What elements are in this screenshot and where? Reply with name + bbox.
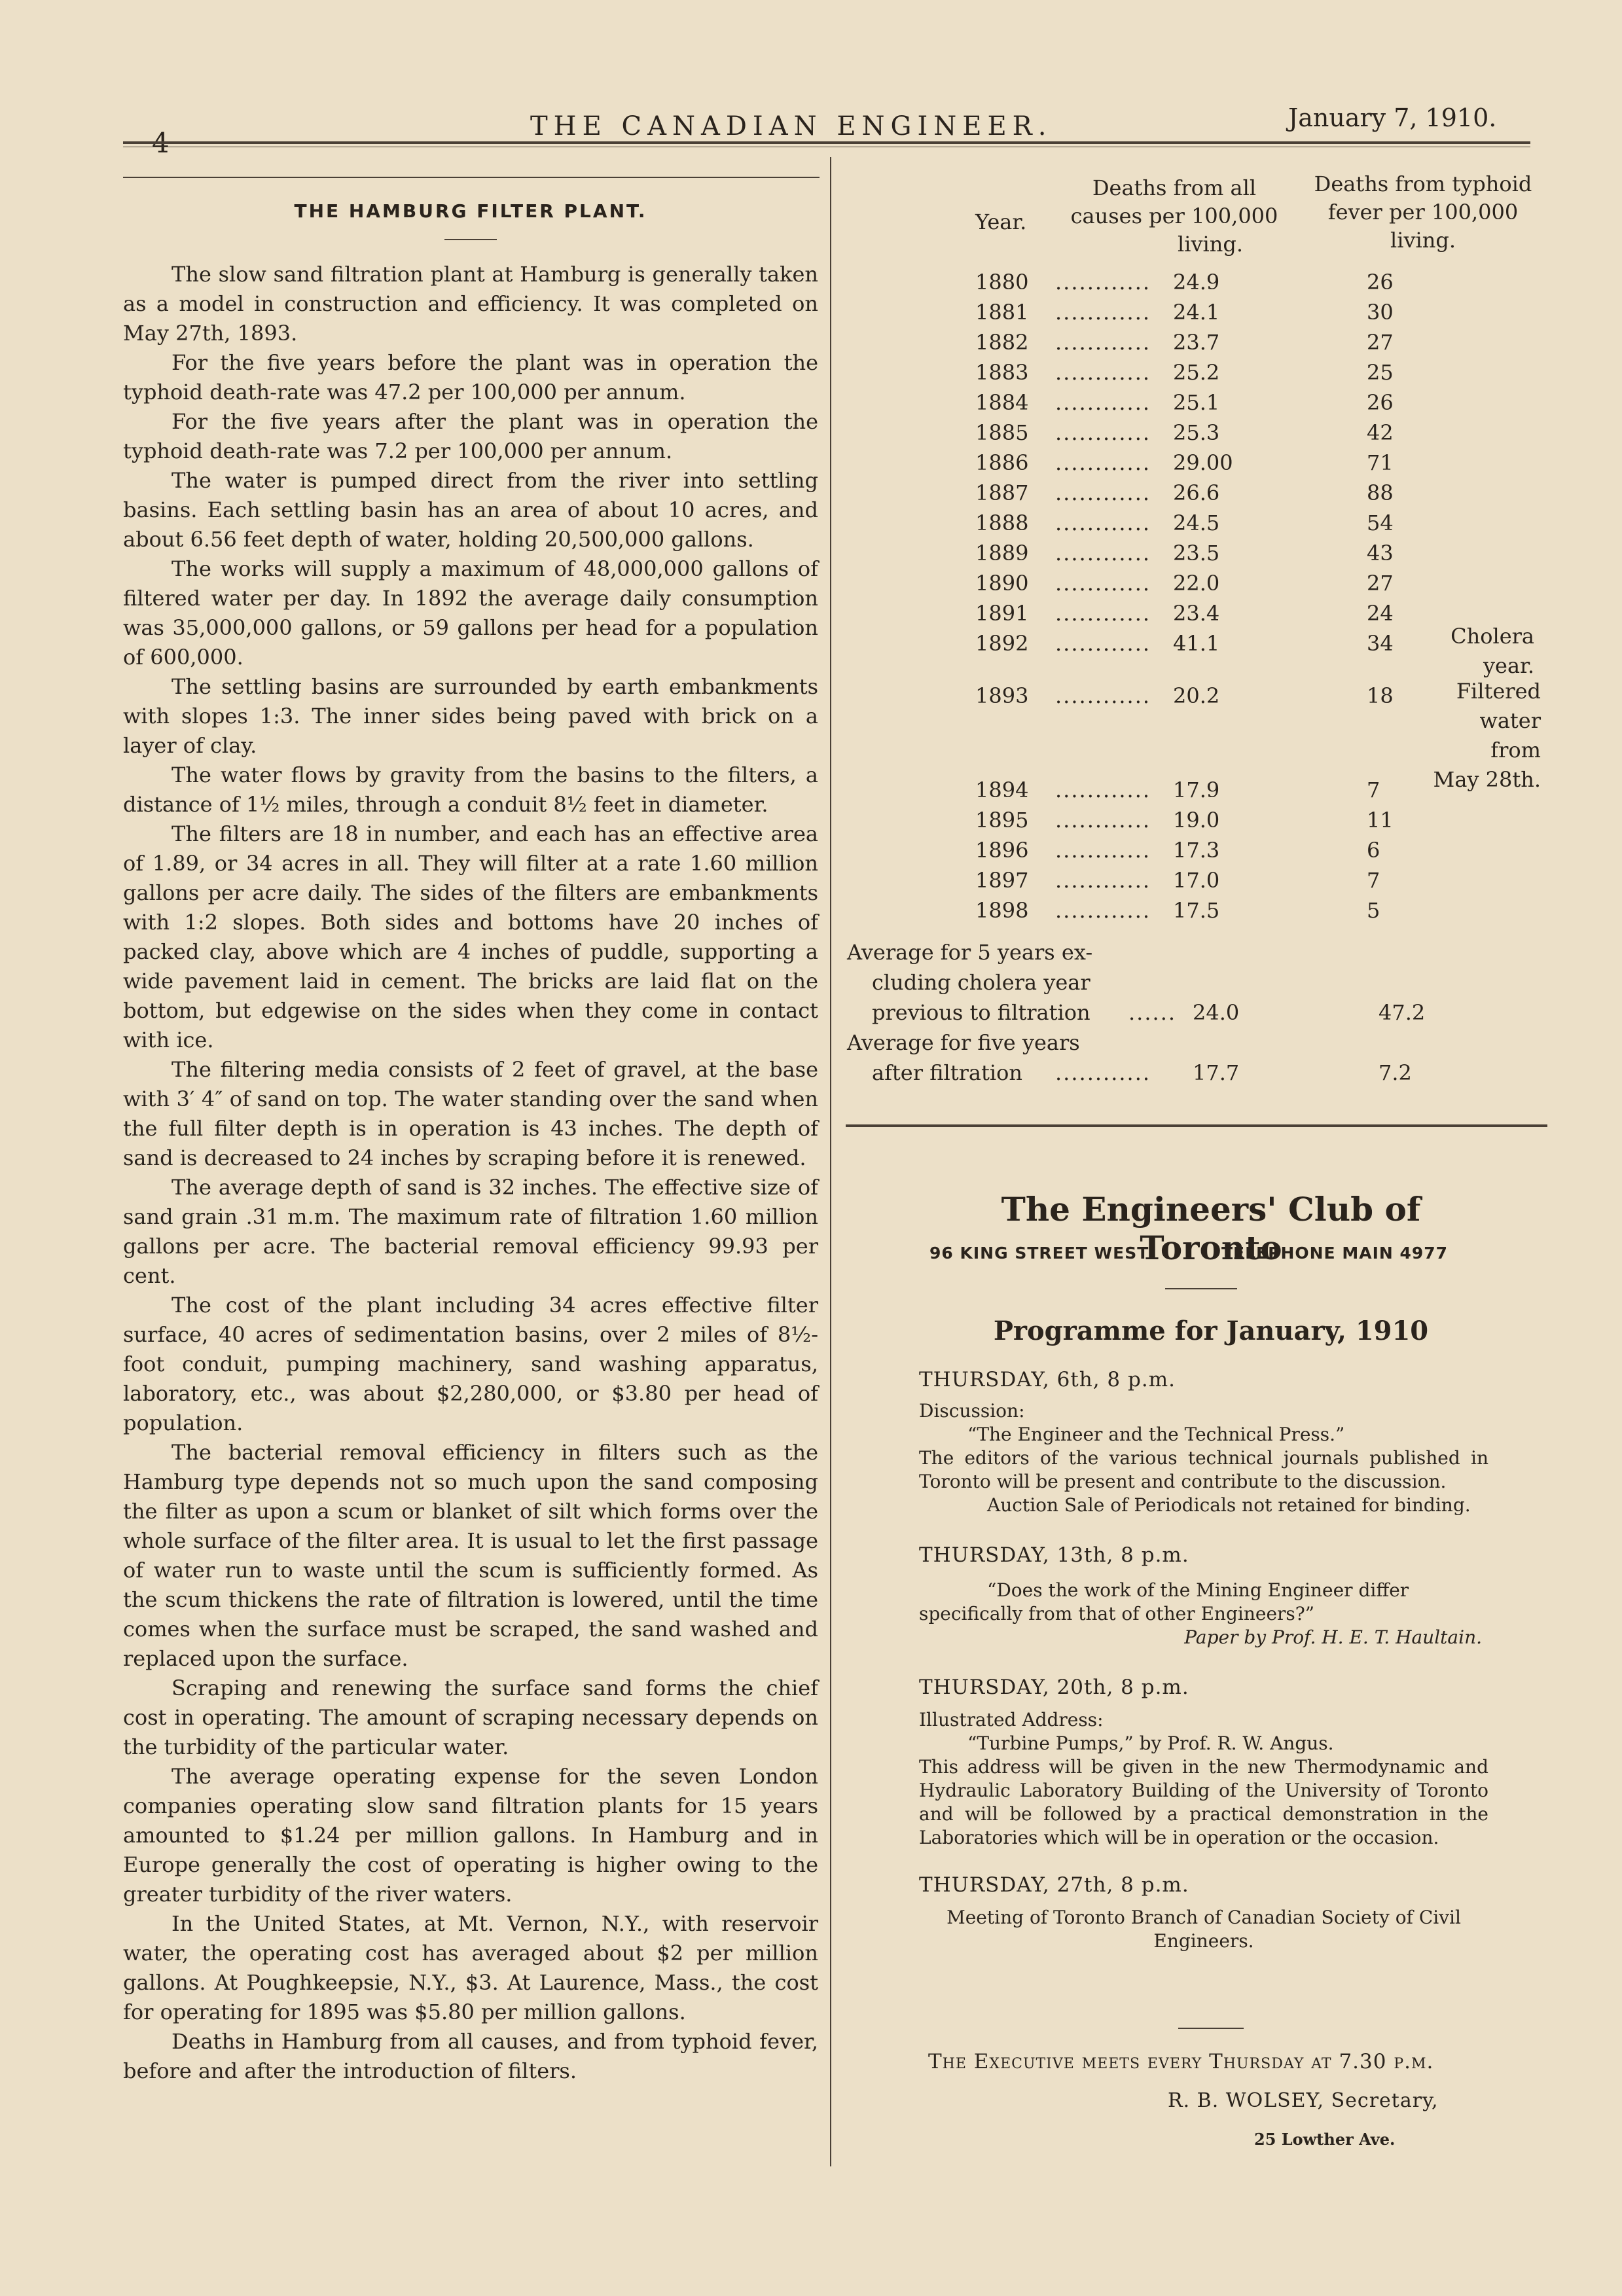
article-paragraph: For the five years before the plant was in operation the typhoid death-rate was 47.2 per 100,000 per annum.	[123, 350, 818, 404]
row-year: 1886	[975, 450, 1029, 475]
article-paragraph: For the five years after the plant was in operation the typhoid death-rate was 7.2 per 100,000 per annum.	[123, 409, 818, 463]
row-year: 1887	[975, 480, 1029, 505]
row-typhoid: 27	[1367, 571, 1394, 596]
row-year: 1888	[975, 511, 1029, 535]
row-typhoid: 24	[1367, 601, 1394, 626]
table-row	[847, 868, 1542, 898]
row-typhoid: 6	[1367, 838, 1380, 863]
row-typhoid: 34	[1367, 631, 1394, 656]
note-filtered: Filtered water from May 28th.	[1433, 679, 1541, 792]
article-paragraph: Scraping and renewing the surface sand forms the chief cost in operating. The amount of scraping necessary depends on the turbidity of the particular water.	[123, 1676, 818, 1759]
running-title: THE CANADIAN ENGINEER.	[530, 111, 1053, 141]
table-row	[847, 300, 1542, 330]
row-all-causes: 24.9	[1173, 270, 1220, 295]
row-all-causes: 17.3	[1173, 838, 1220, 863]
table-row	[847, 541, 1542, 571]
column-divider	[830, 157, 831, 2166]
executive-rule	[1178, 2028, 1244, 2029]
article-paragraph: The bacterial removal efficiency in filters such as the Hamburg type depends not so much upon the sand composing the filter as upon a scum or blanket of silt which forms over the whole surface of the filter area. It is usual to let the first passage of water run to waste until the scum is sufficiently formed. As the scum thickens the rate of filtration is lowered, until the time comes when the surface must be scraped, the sand washed and replaced upon the surface.	[123, 1440, 818, 1671]
table-row	[847, 330, 1542, 360]
row-leader-dots: ............	[1055, 390, 1151, 415]
row-year: 1895	[975, 808, 1029, 833]
row-leader-dots: ............	[1055, 270, 1151, 295]
row-leader-dots: ............	[1055, 631, 1151, 656]
row-typhoid: 25	[1367, 360, 1394, 385]
event-jan-20: THURSDAY, 20th, 8 p.m. Illustrated Address: “Turbine Pumps,” by Prof. R. W. Angus. This address will be given in the new Thermodynamic and Hydraulic Laboratory Building of the University of Toronto and will be followed by a practical demonstration in the Laboratories which will be in operation or the occasion.	[919, 1676, 1488, 1848]
row-all-causes: 29.00	[1173, 450, 1233, 475]
club-title: The Engineers' Club of Toronto	[1001, 1190, 1421, 1267]
table-row	[847, 480, 1542, 511]
row-year: 1880	[975, 270, 1029, 295]
row-all-causes: 24.5	[1173, 511, 1220, 535]
row-leader-dots: ............	[1055, 330, 1151, 355]
col-header-year: Year.	[975, 209, 1027, 234]
table-row	[847, 898, 1542, 928]
row-typhoid: 54	[1367, 511, 1394, 535]
row-typhoid: 43	[1367, 541, 1394, 565]
programme-events	[919, 1368, 1488, 1953]
average-before-filtration: Average for 5 years ex- cluding cholera year previous to filtration ...... 24.0 47.2	[847, 937, 1567, 1028]
avg-before-all: 24.0	[1193, 1000, 1240, 1025]
row-all-causes: 17.5	[1173, 898, 1220, 923]
row-typhoid: 71	[1367, 450, 1394, 475]
table-row	[847, 838, 1542, 868]
article-paragraph: The works will supply a maximum of 48,000,000 gallons of filtered water per day. In 1892 the average daily consumption was 35,000,000 gallons, or 59 gallons per head for a population of 600,000.	[123, 556, 818, 670]
table-row	[847, 511, 1542, 541]
avg-after-all: 17.7	[1193, 1060, 1240, 1085]
row-leader-dots: ............	[1055, 838, 1151, 863]
header-rule	[123, 141, 1530, 144]
row-typhoid: 7	[1367, 778, 1380, 802]
row-all-causes: 22.0	[1173, 571, 1220, 596]
article-paragraph: The filters are 18 in number, and each has an effective area of 1.89, or 34 acres in all. They will filter at a rate 1.60 million gallons per acre daily. The sides of the filters are embankments with 1:2 slopes. Both sides and bottoms have 20 inches of packed clay, above which are 4 inches of puddle, supporting a wide pavement laid in cement. The bricks are laid flat on the bottom, but edgewise on the sides when they come in contact with ice.	[123, 821, 818, 1052]
row-leader-dots: ............	[1055, 868, 1151, 893]
article-paragraph: Deaths in Hamburg from all causes, and from typhoid fever, before and after the introduction of filters.	[123, 2029, 818, 2083]
note-cholera-year: Cholera year.	[1451, 624, 1534, 678]
row-typhoid: 18	[1367, 683, 1394, 708]
row-year: 1892	[975, 631, 1029, 656]
row-typhoid: 27	[1367, 330, 1394, 355]
left-column-top-rule	[123, 177, 820, 178]
event-jan-6: THURSDAY, 6th, 8 p.m. Discussion: “The Engineer and the Technical Press.” The editors of the various technical journals published in Toronto will be present and contribute to the discussion. Auction Sale of Periodicals not retained for binding.	[919, 1368, 1488, 1516]
row-leader-dots: ............	[1055, 480, 1151, 505]
col-header-typhoid: Deaths from typhoid fever per 100,000 living.	[1314, 171, 1532, 253]
col-header-all-causes: Deaths from all causes per 100,000 living.	[1070, 175, 1278, 257]
table-row	[847, 450, 1542, 480]
row-typhoid: 26	[1367, 390, 1394, 415]
article-paragraph: The filtering media consists of 2 feet of gravel, at the base with 3′ 4″ of sand on top. The water standing over the sand when the full filter depth is in operation is 43 inches. The depth of sand is decreased to 24 inches by scraping before it is renewed.	[123, 1057, 818, 1170]
article-paragraph: The settling basins are surrounded by earth embankments with slopes 1:3. The inner sides being paved with brick on a layer of clay.	[123, 674, 818, 758]
row-all-causes: 23.7	[1173, 330, 1220, 355]
table-row	[847, 808, 1542, 838]
row-year: 1889	[975, 541, 1029, 565]
row-all-causes: 24.1	[1173, 300, 1220, 325]
row-typhoid: 30	[1367, 300, 1394, 325]
secretary: R. B. WOLSEY, Secretary,	[1168, 2089, 1439, 2112]
executive-notice: The Executive meets every Thursday at 7.30 p.m.	[928, 2050, 1434, 2073]
row-all-causes: 17.9	[1173, 778, 1220, 802]
table-row	[847, 270, 1542, 300]
article-paragraph: In the United States, at Mt. Vernon, N.Y., with reservoir water, the operating cost has averaged about $2 per million gallons. At Poughkeepsie, N.Y., $3. At Laurence, Mass., the cost for operating for 1895 was $5.80 per million gallons.	[123, 1911, 818, 2024]
issue-date: January 7, 1910.	[1288, 103, 1497, 132]
article-paragraph: The water is pumped direct from the river into settling basins. Each settling basin has an area of about 10 acres, and about 6.56 feet depth of water, holding 20,500,000 gallons.	[123, 468, 818, 552]
table-row	[847, 390, 1542, 420]
row-year: 1890	[975, 571, 1029, 596]
section-rule	[846, 1124, 1547, 1127]
club-rule	[1165, 1288, 1237, 1289]
event-jan-13: THURSDAY, 13th, 8 p.m. “Does the work of the Mining Engineer differ specifically from that of other Engineers?” Paper by Prof. H. E. T. Haultain.	[919, 1543, 1482, 1648]
row-typhoid: 7	[1367, 868, 1380, 893]
death-rate-table	[847, 171, 1542, 1101]
row-all-causes: 26.6	[1173, 480, 1220, 505]
row-leader-dots: ............	[1055, 683, 1151, 708]
row-all-causes: 41.1	[1173, 631, 1220, 656]
club-phone: TELEPHONE MAIN 4977	[1221, 1244, 1449, 1263]
average-after-filtration: Average for five years after filtration ............ 17.7 7.2	[847, 1028, 1567, 1088]
row-leader-dots: ............	[1055, 778, 1151, 802]
article-paragraph: The average depth of sand is 32 inches. The effective size of sand grain .31 m.m. The maximum rate of filtration 1.60 million gallons per acre. The bacterial removal efficiency 99.93 per cent.	[123, 1175, 818, 1288]
title-rule	[444, 239, 497, 240]
row-year: 1894	[975, 778, 1029, 802]
secretary-address: 25 Lowther Ave.	[1254, 2130, 1396, 2149]
row-all-causes: 23.4	[1173, 601, 1220, 626]
row-year: 1885	[975, 420, 1029, 445]
article-paragraph: The average operating expense for the seven London companies operating slow sand filtration plants for 15 years amounted to $1.24 per million gallons. In Hamburg and in Europe generally the cost of operating is higher owing to the greater turbidity of the river waters.	[123, 1764, 818, 1907]
row-year: 1883	[975, 360, 1029, 385]
article-paragraph: The water flows by gravity from the basins to the filters, a distance of 1½ miles, through a conduit 8½ feet in diameter.	[123, 762, 818, 817]
row-year: 1891	[975, 601, 1029, 626]
row-year: 1898	[975, 898, 1029, 923]
row-all-causes: 20.2	[1173, 683, 1220, 708]
row-typhoid: 26	[1367, 270, 1394, 295]
row-leader-dots: ............	[1055, 541, 1151, 565]
row-typhoid: 88	[1367, 480, 1394, 505]
row-leader-dots: ............	[1055, 450, 1151, 475]
article	[123, 196, 818, 2086]
row-leader-dots: ............	[1055, 360, 1151, 385]
row-all-causes: 25.1	[1173, 390, 1220, 415]
row-typhoid: 11	[1367, 808, 1394, 833]
row-all-causes: 23.5	[1173, 541, 1220, 565]
row-leader-dots: ............	[1055, 808, 1151, 833]
row-typhoid: 42	[1367, 420, 1394, 445]
row-leader-dots: ............	[1055, 420, 1151, 445]
row-year: 1884	[975, 390, 1029, 415]
programme-title: Programme for January, 1910	[993, 1316, 1429, 1346]
table-row	[847, 420, 1542, 450]
row-leader-dots: ............	[1055, 511, 1151, 535]
row-leader-dots: ............	[1055, 300, 1151, 325]
row-all-causes: 25.2	[1173, 360, 1220, 385]
row-year: 1881	[975, 300, 1029, 325]
avg-before-typhoid: 47.2	[1379, 1000, 1426, 1025]
row-year: 1897	[975, 868, 1029, 893]
row-year: 1893	[975, 683, 1029, 708]
table-row	[847, 571, 1542, 601]
event-jan-27: THURSDAY, 27th, 8 p.m. Meeting of Toronto Branch of Canadian Society of Civil Engineers.	[919, 1873, 1461, 1952]
club-address: 96 KING STREET WEST	[929, 1244, 1149, 1263]
article-body	[123, 260, 818, 2086]
row-typhoid: 5	[1367, 898, 1380, 923]
row-leader-dots: ............	[1055, 601, 1151, 626]
row-leader-dots: ............	[1055, 898, 1151, 923]
row-all-causes: 17.0	[1173, 868, 1220, 893]
row-year: 1882	[975, 330, 1029, 355]
row-leader-dots: ............	[1055, 571, 1151, 596]
avg-after-typhoid: 7.2	[1379, 1060, 1412, 1085]
row-all-causes: 19.0	[1173, 808, 1220, 833]
table-row	[847, 360, 1542, 390]
row-year: 1896	[975, 838, 1029, 863]
row-all-causes: 25.3	[1173, 420, 1220, 445]
article-title: THE HAMBURG FILTER PLANT.	[294, 200, 647, 222]
article-paragraph: The cost of the plant including 34 acres effective filter surface, 40 acres of sedimentation basins, over 2 miles of 8½-foot conduit, pumping machinery, sand washing apparatus, laboratory, etc., was about $2,280,000, or $3.80 per head of population.	[123, 1293, 818, 1435]
article-paragraph: The slow sand filtration plant at Hamburg is generally taken as a model in construction and efficiency. It was completed on May 27th, 1893.	[123, 262, 818, 346]
